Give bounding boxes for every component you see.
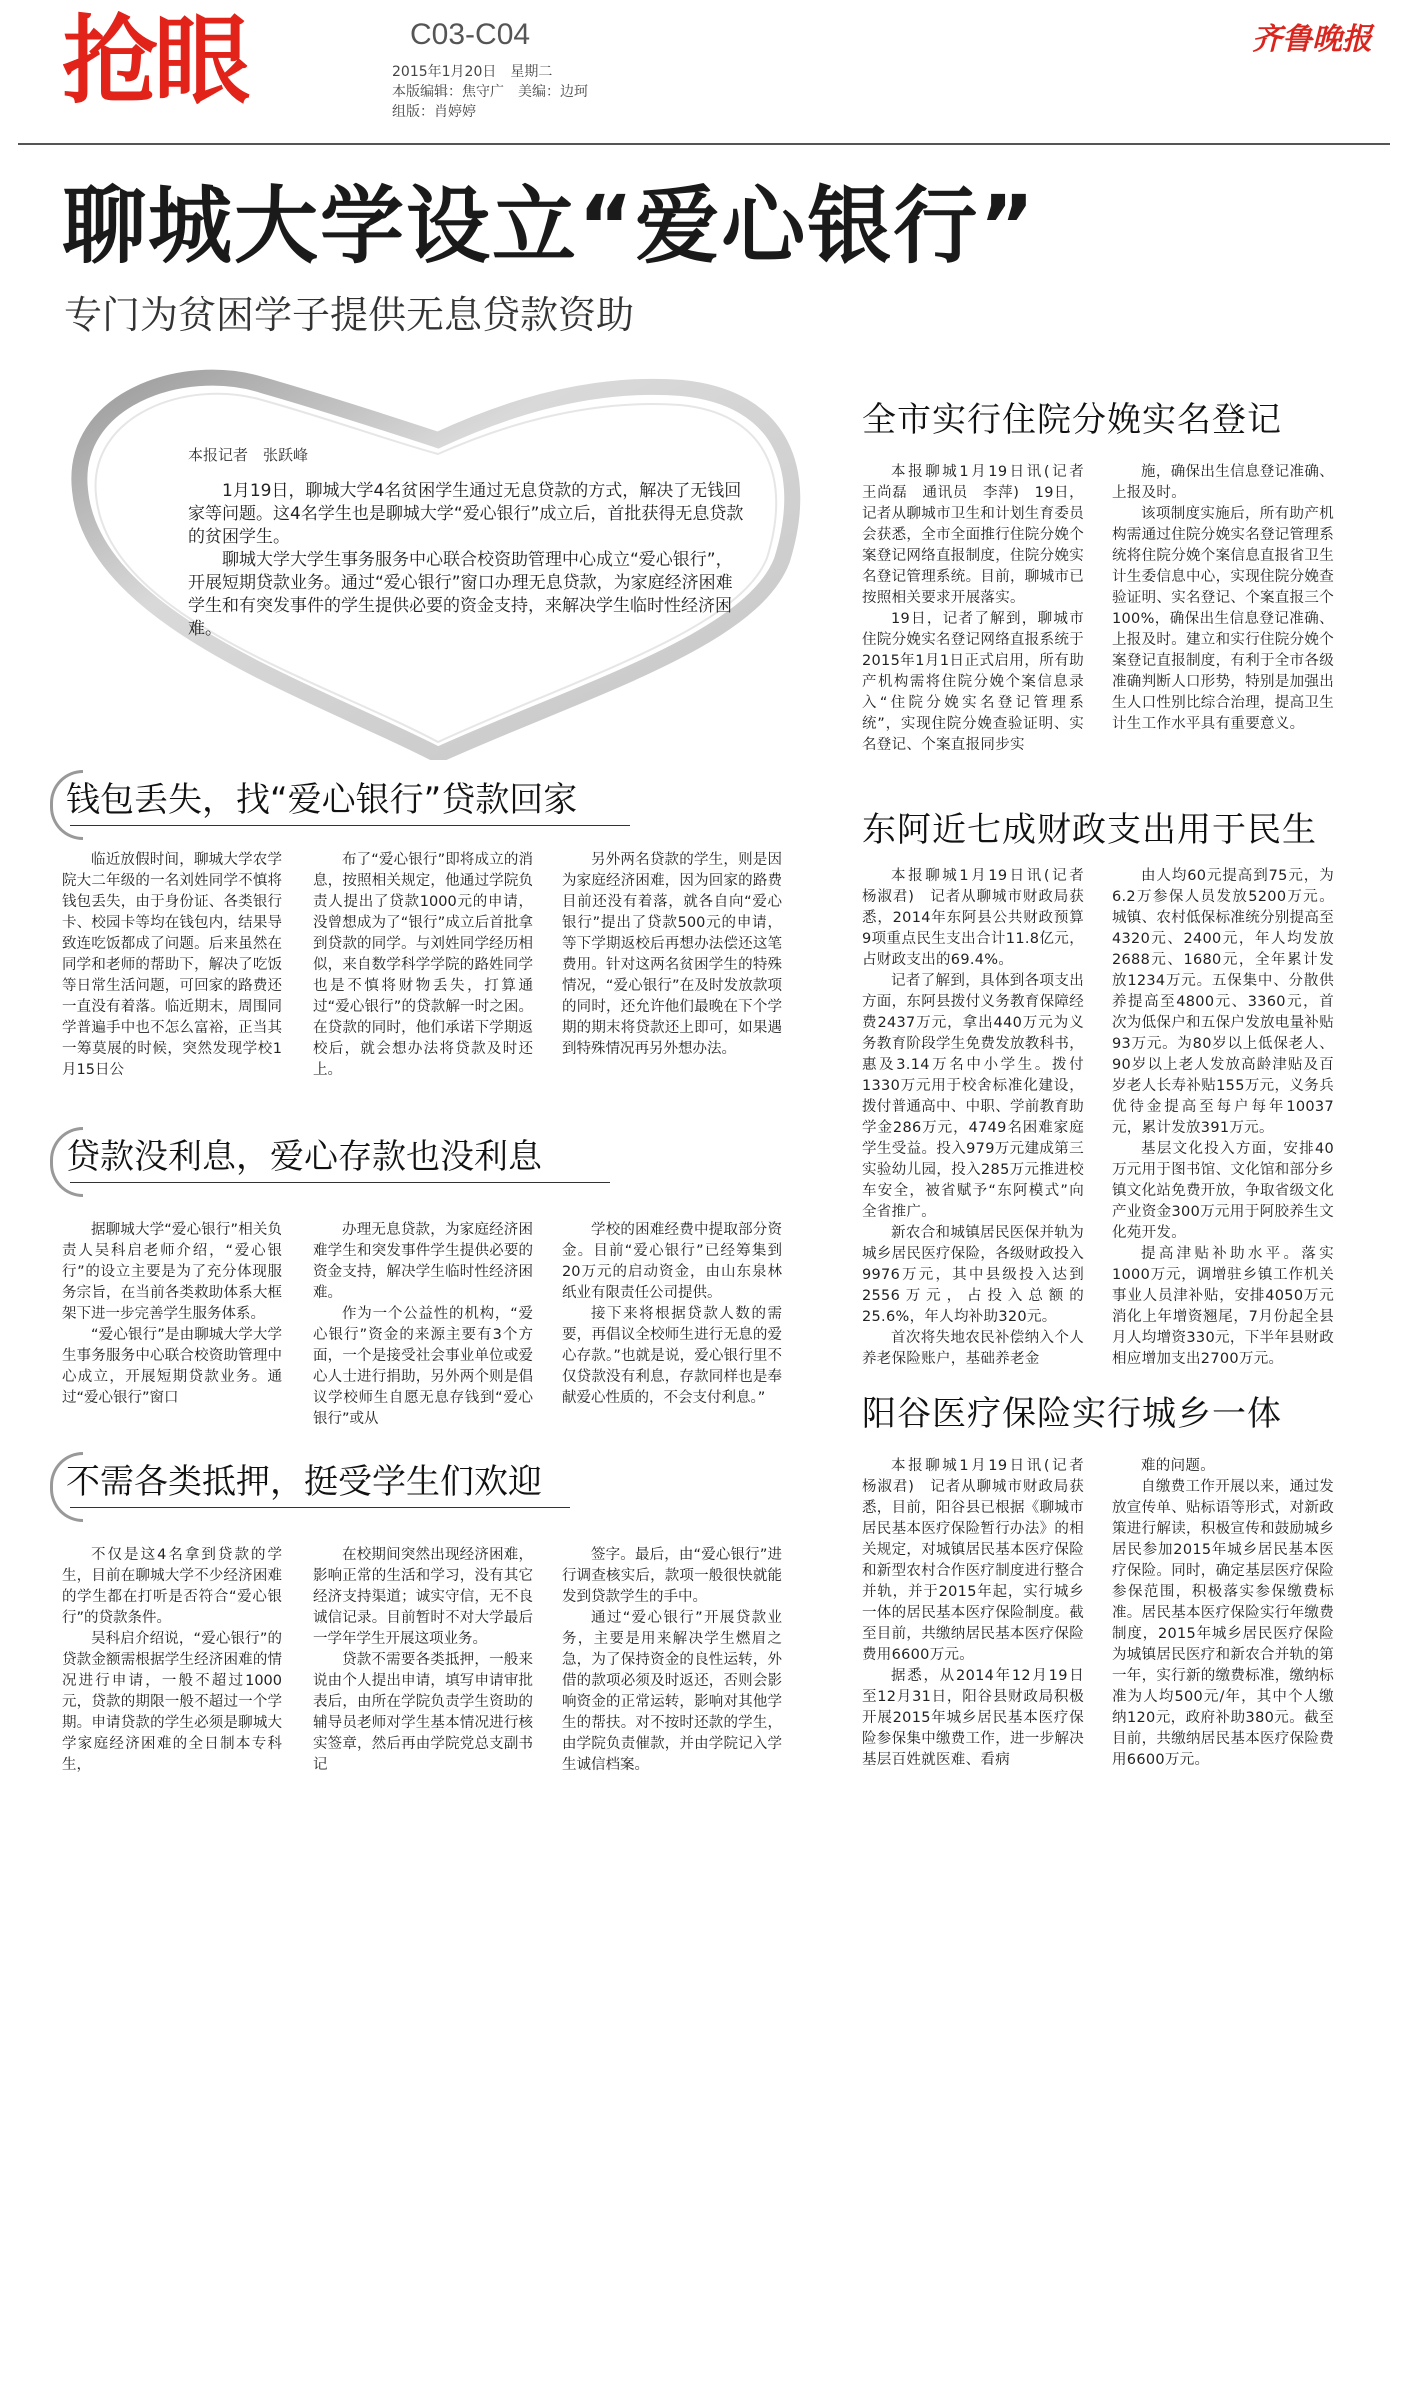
- side-article-heading: 全市实行住院分娩实名登记: [862, 400, 1282, 440]
- paragraph: 施，确保出生信息登记准确、上报及时。: [1112, 464, 1334, 501]
- paragraph: 本报聊城1月19日讯(记者 王尚磊 通讯员 李萍) 19日，记者从聊城市卫生和计划生育委员会获悉，全市全面推行住院分娩个案登记网络直报制度，住院分娩实名登记管理系统。目前，聊城市已按照相关要求开展落实。: [862, 464, 1099, 606]
- section-rule: [70, 1507, 570, 1508]
- side-article-heading: 东阿近七成财政支出用于民生: [862, 810, 1317, 850]
- paragraph: 由人均60元提高到75元，为6.2万参保人员发放5200万元。城镇、农村低保标准统分别提高至4320元、2400元，年人均发放2688元、1680元，全年累计发放1234万元。五保集中、分散供养提高至4800元、3360元，首次为低保户和五保户发放电量补贴93万元。为80岁以上低保老人、90岁以上老人发放高龄津贴及百岁老人长寿补贴155万元，义务兵优待金提高至每户每年10037元，累计发放391万元。: [1112, 868, 1334, 1136]
- paragraph: 另外两名贷款的学生，则是因为家庭经济困难，因为回家的路费目前还没有着落，就各自向“爱心银行”提出了贷款500元的申请，等下学期返校后再想办法偿还这笔费用。针对这两名贫困学生的特殊情况，“爱心银行”在及时发放款项的同时，还允许他们最晚在下个学期的期末将贷款还上即可，如果遇到特殊情况再另外想办法。: [562, 852, 782, 1057]
- article-column: [313, 1220, 533, 1430]
- paragraph: 吴科启介绍说，“爱心银行”的贷款金额需根据学生经济困难的情况进行申请，一般不超过1000元，贷款的期限一般不超过一个学期。申请贷款的学生必须是聊城大学家庭经济困难的全日制本专科生，: [62, 1631, 282, 1773]
- paragraph: 通过“爱心银行”开展贷款业务，主要是用来解决学生燃眉之急，为了保持资金的良性运转，外借的款项必须及时返还，否则会影响资金的正常运转，影响对其他学生的帮扶。对不按时还款的学生，由学院负责催款，并由学院记入学生诚信档案。: [562, 1610, 782, 1773]
- section-rule: [70, 825, 630, 826]
- paragraph: 在校期间突然出现经济困难，影响正常的生活和学习，没有其它经济支持渠道；诚实守信，无不良诚信记录。目前暂时不对大学最后一学年学生开展这项业务。: [313, 1547, 533, 1647]
- paragraph: 新农合和城镇居民医保并轨为城乡居民医疗保险，各级财政投入9976万元，其中县级投入达到2556万元，占投入总额的25.6%，年人均补助320元。: [862, 1225, 1084, 1325]
- lead-paragraph: 1月19日，聊城大学4名贫困学生通过无息贷款的方式，解决了无钱回家等问题。这4名学生也是聊城大学“爱心银行”成立后，首批获得无息贷款的贫困学生。: [188, 481, 744, 547]
- article-column: [62, 850, 282, 1081]
- paragraph: 自缴费工作开展以来，通过发放宣传单、贴标语等形式，对新政策进行解读，积极宣传和鼓励城乡居民参加2015年城乡居民基本医疗保险。同时，确定基层医疗保险参保范围，积极落实参保缴费标准。居民基本医疗保险实行年缴费制度，2015年城乡居民医疗保险为城镇居民医疗和新农合并轨的第一年，实行新的缴费标准，缴纳标准为人均500元/年，其中个人缴纳120元，政府补助380元。截至目前，共缴纳居民基本医疗保险费用6600万元。: [1112, 1479, 1334, 1768]
- section-rule: [70, 1182, 610, 1183]
- section-heading: 不需各类抵押，挺受学生们欢迎: [66, 1462, 542, 1502]
- paragraph: 首次将失地农民补偿纳入个人养老保险账户，基础养老金: [862, 1330, 1084, 1367]
- paragraph: 布了“爱心银行”即将成立的消息，按照相关规定，他通过学院负责人提出了贷款1000元的申请，没曾想成为了“银行”成立后首批拿到贷款的同学。与刘姓同学经历相似，来自数学科学学院的路姓同学也是不慎将财物丢失，打算通过“爱心银行”的贷款解一时之困。在贷款的同时，他们承诺下学期返校后，就会想办法将贷款及时还上。: [313, 852, 533, 1078]
- layout-line: 组版：肖婷婷: [392, 104, 476, 120]
- article-column: [313, 1545, 533, 1776]
- paragraph: 办理无息贷款，为家庭经济困难学生和突发事件学生提供必要的资金支持，解决学生临时性经济困难。: [313, 1222, 533, 1301]
- article-column: [562, 1220, 782, 1409]
- paragraph: “爱心银行”是由聊城大学大学生事务服务中心联合校资助管理中心成立，开展短期贷款业务。通过“爱心银行”窗口: [62, 1327, 282, 1406]
- side-article-column: [1112, 462, 1334, 735]
- paragraph: 本报聊城1月19日讯(记者 杨淑君) 记者从聊城市财政局获悉，2014年东阿县公共财政预算9项重点民生支出合计11.8亿元，占财政支出的69.4%。: [862, 868, 1099, 968]
- date-line: 2015年1月20日 星期二: [392, 64, 553, 80]
- article-column: [562, 850, 782, 1060]
- paragraph: 记者了解到，具体到各项支出方面，东阿县拨付义务教育保障经费2437万元，拿出440万元为义务教育阶段学生免费发放教科书，惠及3.14万名中小学生。拨付1330万元用于校舍标准化建设，拨付普通高中、中职、学前教育助学金286万元，4749名困难家庭学生受益。投入979万元建成第三实验幼儿园，投入285万元推进校车安全，被省赋予“东阿模式”向全省推广。: [862, 973, 1084, 1220]
- section-heading: 贷款没利息，爱心存款也没利息: [66, 1137, 542, 1177]
- newspaper-logo: 齐鲁晚报: [1252, 22, 1372, 57]
- page-numbers: C03-C04: [410, 18, 531, 51]
- paragraph: 签字。最后，由“爱心银行”进行调查核实后，款项一般很快就能发到贷款学生的手中。: [562, 1547, 782, 1605]
- article-column: [62, 1545, 282, 1776]
- paragraph: 学校的困难经费中提取部分资金。目前“爱心银行”已经筹集到20万元的启动资金，由山东泉林纸业有限责任公司提供。: [562, 1222, 782, 1301]
- side-article-column: [1112, 866, 1334, 1370]
- article-column: [313, 850, 533, 1081]
- editors-line: 本版编辑：焦守广 美编：边珂: [392, 84, 588, 100]
- paragraph: 据聊城大学“爱心银行”相关负责人吴科启老师介绍，“爱心银行”的设立主要是为了充分体现服务宗旨，在当前各类救助体系大框架下进一步完善学生服务体系。: [62, 1222, 282, 1322]
- side-article-column: [862, 866, 1099, 1370]
- byline: 本报记者 张跃峰: [188, 446, 309, 464]
- lead-paragraph: 聊城大学大学生事务服务中心联合校资助管理中心成立“爱心银行”，开展短期贷款业务。通过“爱心银行”窗口办理无息贷款，为家庭经济困难学生和有突发事件的学生提供必要的资金支持，来解决学生临时性经济困难。: [188, 550, 733, 639]
- section-heading: 钱包丢失，找“爱心银行”贷款回家: [66, 780, 578, 820]
- paragraph: 据悉，从2014年12月19日至12月31日，阳谷县财政局积极开展2015年城乡居民基本医疗保险参保集中缴费工作，进一步解决基层百姓就医难、看病: [862, 1668, 1084, 1768]
- paragraph: 难的问题。: [1141, 1458, 1215, 1474]
- lead-paragraphs: [188, 480, 748, 641]
- paragraph: 提高津贴补助水平。落实1000万元，调增驻乡镇工作机关事业人员津补贴，安排4050万元消化上年增资翘尾，7月份起全县月人均增资330元，下半年县财政相应增加支出2700万元。: [1112, 1246, 1334, 1367]
- side-article-column: [862, 1456, 1099, 1771]
- side-article-column: [1112, 1456, 1334, 1771]
- article-column: [62, 1220, 282, 1409]
- paragraph: 19日，记者了解到，聊城市住院分娩实名登记网络直报系统于2015年1月1日正式启用，所有助产机构需将住院分娩个案信息录入“住院分娩实名登记管理系统”，实现住院分娩查验证明、实名登记、个案直报同步实: [862, 611, 1084, 753]
- paragraph: 该项制度实施后，所有助产机构需通过住院分娩实名登记管理系统将住院分娩个案信息直报省卫生计生委信息中心，实现住院分娩查验证明、实名登记、个案直报三个100%，确保出生信息登记准确、上报及时。建立和实行住院分娩个案登记直报制度，有利于全市各级准确判断人口形势，特别是加强出生人口性别比综合治理，提高卫生计生工作水平具有重要意义。: [1112, 506, 1334, 732]
- main-subheadline: 专门为贫困学子提供无息贷款资助: [64, 293, 635, 337]
- paragraph: 作为一个公益性的机构，“爱心银行”资金的来源主要有3个方面，一个是接受社会事业单位或爱心人士进行捐助，另外两个则是倡议学校师生自愿无息存钱到“爱心银行”或从: [313, 1306, 533, 1427]
- article-column: [562, 1545, 782, 1776]
- paragraph: 不仅是这4名拿到贷款的学生，目前在聊城大学不少经济困难的学生都在打听是否符合“爱心银行”的贷款条件。: [62, 1547, 282, 1626]
- section-brand: 抢眼: [62, 5, 246, 117]
- masthead-divider: [18, 143, 1390, 145]
- paragraph: 本报聊城1月19日讯(记者 杨淑君) 记者从聊城市财政局获悉，目前，阳谷县已根据《聊城市居民基本医疗保险暂行办法》的相关规定，对城镇居民基本医疗保险和新型农村合作医疗制度进行整合并轨，并于2015年起，实行城乡一体的居民基本医疗保险制度。截至目前，共缴纳居民基本医疗保险费用6600万元。: [862, 1458, 1099, 1663]
- paragraph: 贷款不需要各类抵押，一般来说由个人提出申请，填写申请审批表后，由所在学院负责学生资助的辅导员老师对学生基本情况进行核实签章，然后再由学院党总支副书记: [313, 1652, 533, 1773]
- paragraph: 基层文化投入方面，安排40万元用于图书馆、文化馆和部分乡镇文化站免费开放，争取省级文化产业资金300万元用于阿胶养生文化苑开发。: [1112, 1141, 1334, 1241]
- side-article-heading: 阳谷医疗保险实行城乡一体: [862, 1394, 1282, 1434]
- main-headline: 聊城大学设立“爱心银行”: [62, 177, 1037, 275]
- paragraph: 临近放假时间，聊城大学农学院大二年级的一名刘姓同学不慎将钱包丢失，由于身份证、各类银行卡、校园卡等均在钱包内，结果导致连吃饭都成了问题。后来虽然在同学和老师的帮助下，解决了吃饭等日常生活问题，可回家的路费还一直没有着落。临近期末，周围同学普遍手中也不怎么富裕，正当其一筹莫展的时候，突然发现学校1月15日公: [62, 852, 282, 1078]
- paragraph: 接下来将根据贷款人数的需要，再倡议全校师生进行无息的爱心存款。”也就是说，爱心银行里不仅贷款没有利息，存款同样也是奉献爱心性质的，不会支付利息。”: [562, 1306, 782, 1406]
- side-article-column: [862, 462, 1099, 756]
